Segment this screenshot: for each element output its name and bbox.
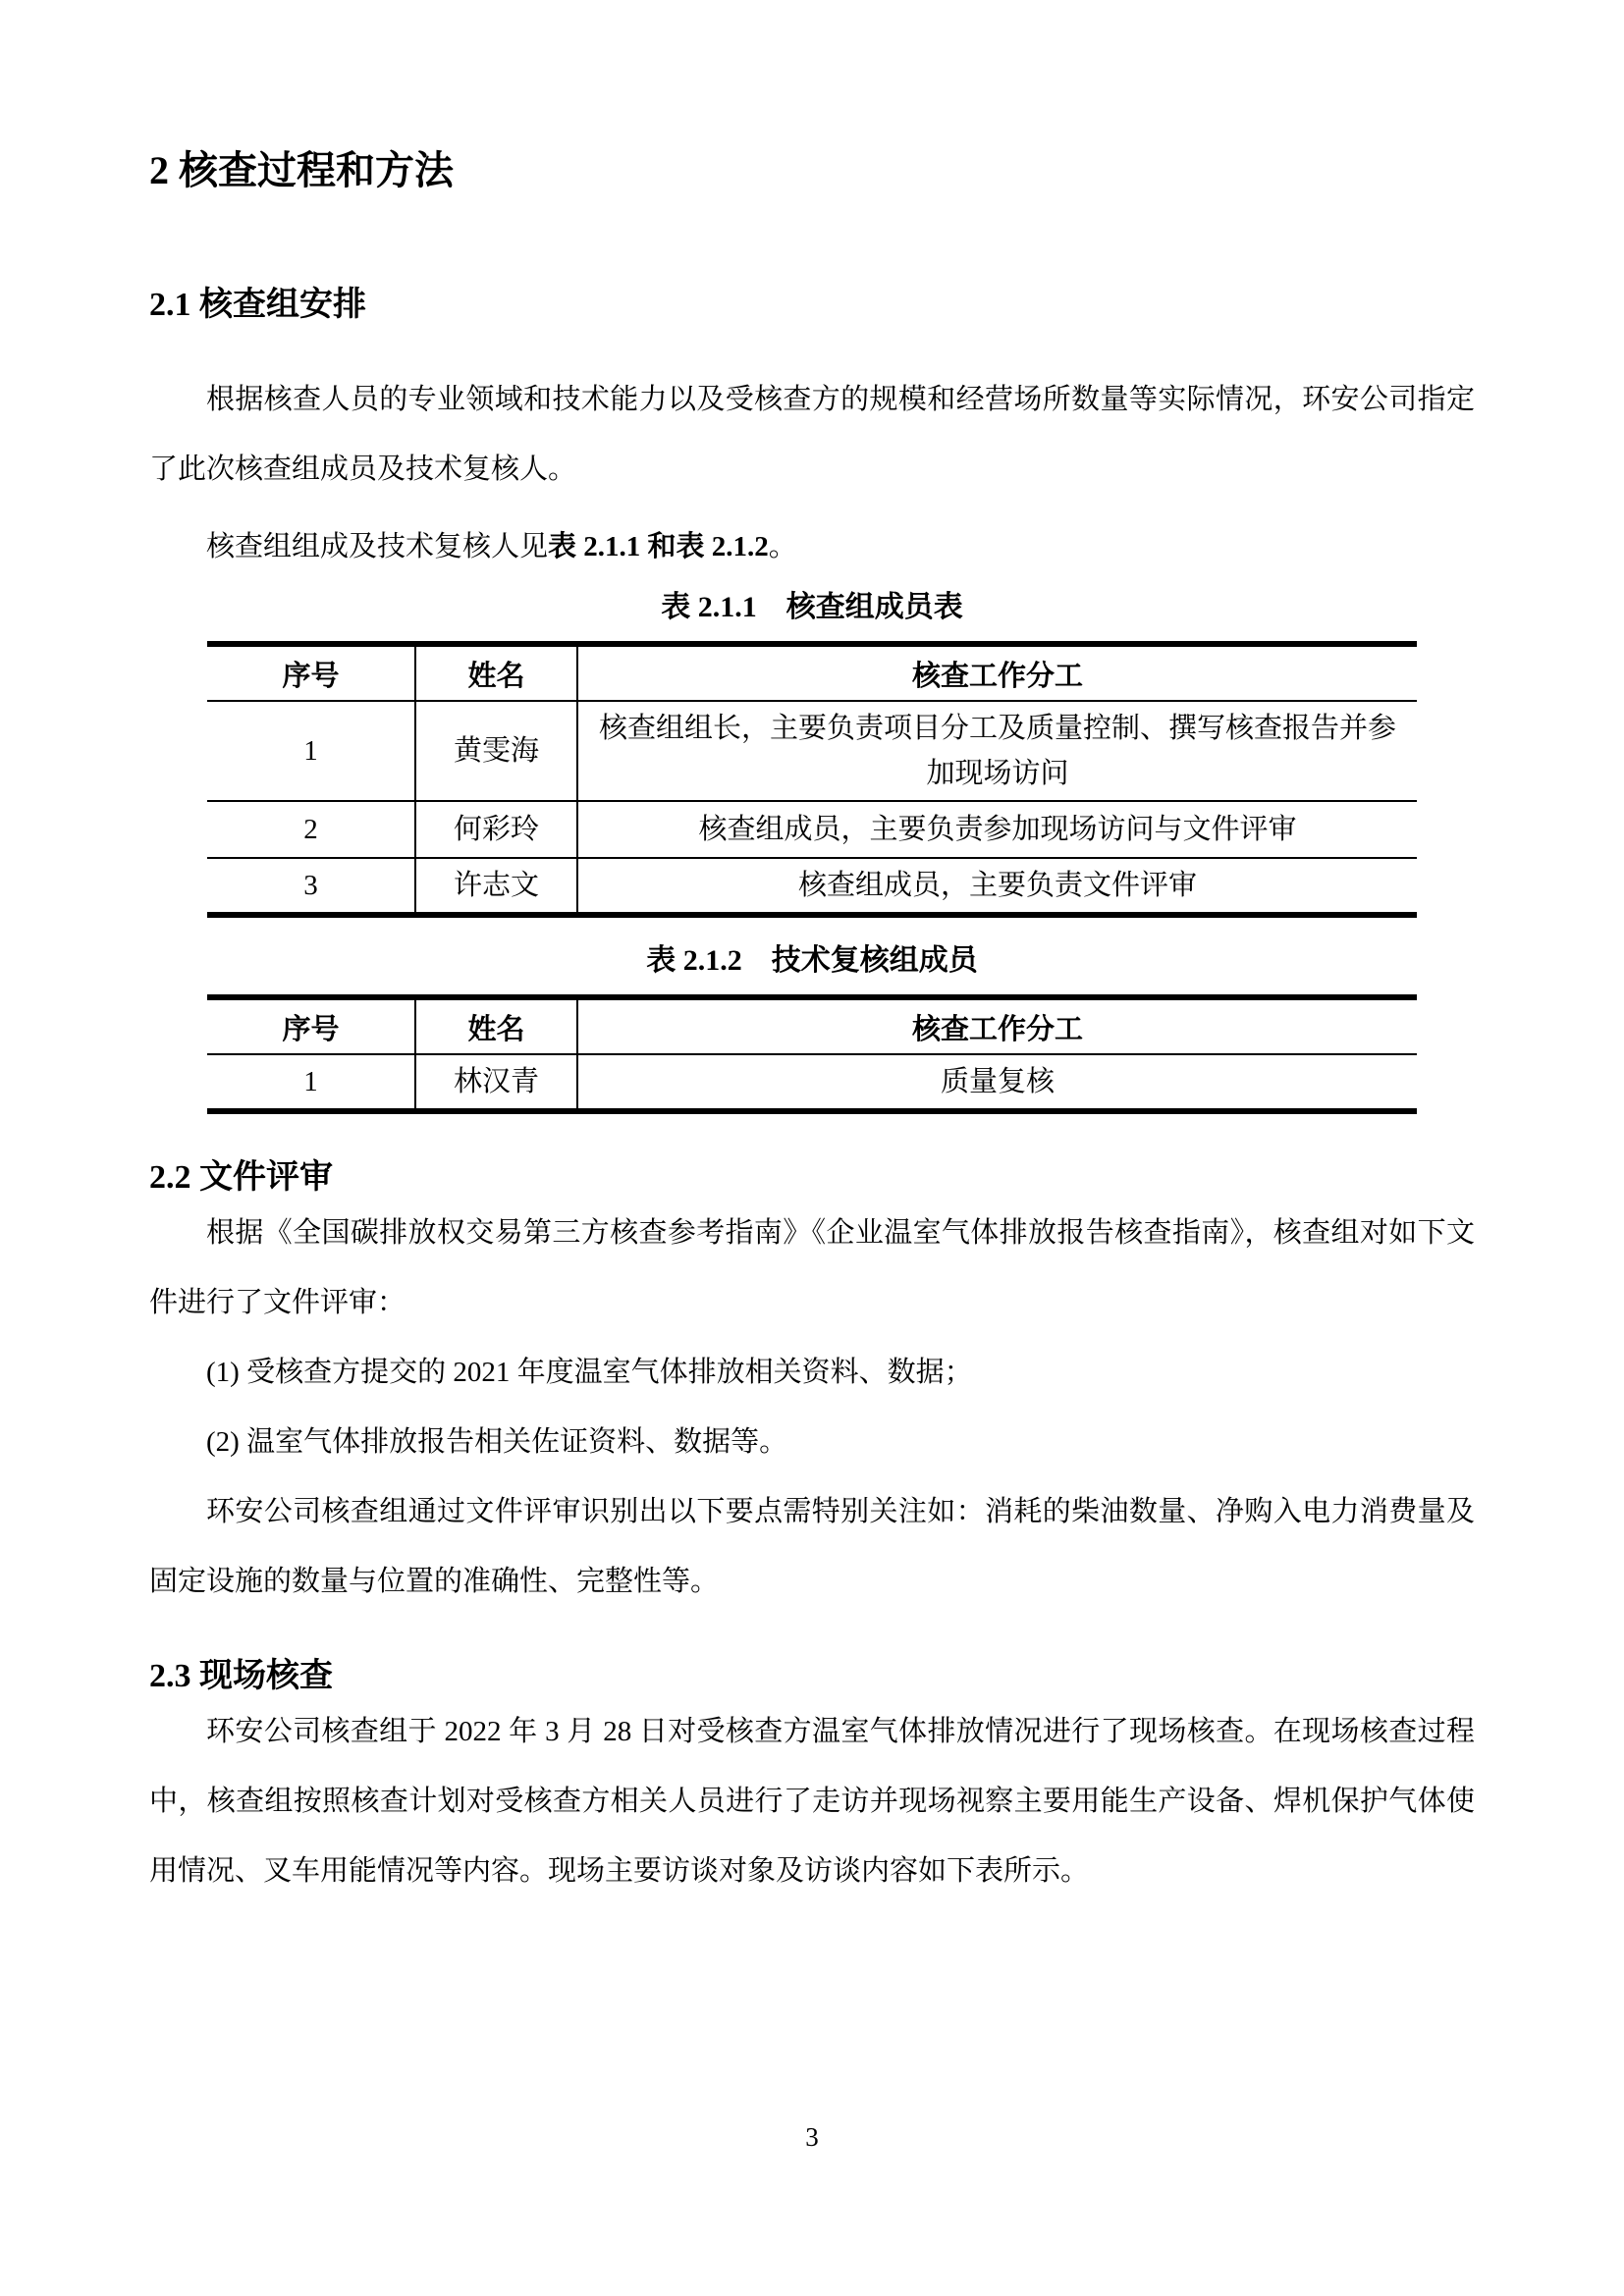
table-row	[207, 858, 1417, 915]
table-row	[207, 1054, 1417, 1111]
table-reference-bold: 表 2.1.1 和表 2.1.2	[548, 531, 769, 562]
cell-no: 3	[207, 858, 415, 915]
paragraph-table-reference	[149, 512, 1475, 582]
column-header-no: 序号	[207, 644, 415, 701]
table-reference-suffix: 。	[768, 531, 797, 562]
paragraph-document-review-findings: 环安公司核查组通过文件评审识别出以下要点需特别关注如：消耗的柴油数量、净购入电力消费量及固定设施的数量与位置的准确性、完整性等。	[149, 1496, 1475, 1597]
cell-no: 1	[207, 701, 415, 801]
cell-name: 黄雯海	[415, 701, 577, 801]
paragraph-site-visit: 环安公司核查组于 2022 年 3 月 28 日对受核查方温室气体排放情况进行了现场核查。在现场核查过程中，核查组按照核查计划对受核查方相关人员进行了走访并现场视察主要用能生产设备、焊机保护气体使用情况、叉车用能情况等内容。现场主要访谈对象及访谈内容如下表所示。	[149, 1716, 1475, 1887]
cell-name: 何彩玲	[415, 801, 577, 858]
section-heading-2-1: 2.1 核查组安排	[149, 287, 366, 323]
table-header-row	[207, 644, 1417, 701]
cell-duty: 核查组组长，主要负责项目分工及质量控制、撰写核查报告并参加现场访问	[577, 701, 1417, 801]
chapter-heading: 2 核查过程和方法	[149, 148, 454, 192]
cell-duty: 核查组成员，主要负责参加现场访问与文件评审	[577, 801, 1417, 858]
section-heading-2-3: 2.3 现场核查	[149, 1658, 333, 1694]
table-row	[207, 701, 1417, 801]
cell-name: 林汉青	[415, 1054, 577, 1111]
cell-name: 许志文	[415, 858, 577, 915]
paragraph-team-arrangement: 根据核查人员的专业领域和技术能力以及受核查方的规模和经营场所数量等实际情况，环安公司指定了此次核查组成员及技术复核人。	[149, 384, 1475, 485]
cell-no: 2	[207, 801, 415, 858]
table-row	[207, 801, 1417, 858]
table-reference-prefix: 核查组组成及技术复核人见	[206, 531, 549, 562]
column-header-name: 姓名	[415, 997, 577, 1054]
column-header-duty: 核查工作分工	[577, 997, 1417, 1054]
list-item-2: (2) 温室气体排放报告相关佐证资料、数据等。	[206, 1426, 788, 1458]
cell-duty: 质量复核	[577, 1054, 1417, 1111]
verification-team-table	[207, 641, 1417, 918]
paragraph-document-review-intro: 根据《全国碳排放权交易第三方核查参考指南》《企业温室气体排放报告核查指南》，核查组对如下文件进行了文件评审：	[149, 1217, 1475, 1318]
column-header-no: 序号	[207, 997, 415, 1054]
page-number: 3	[805, 2122, 819, 2152]
column-header-name: 姓名	[415, 644, 577, 701]
section-heading-2-2: 2.2 文件评审	[149, 1159, 333, 1196]
column-header-duty: 核查工作分工	[577, 644, 1417, 701]
list-item-1: (1) 受核查方提交的 2021 年度温室气体排放相关资料、数据；	[206, 1357, 973, 1388]
cell-duty: 核查组成员，主要负责文件评审	[577, 858, 1417, 915]
cell-no: 1	[207, 1054, 415, 1111]
table-header-row	[207, 997, 1417, 1054]
technical-review-table	[207, 994, 1417, 1114]
table-caption-2-1-2: 表 2.1.2 技术复核组成员	[646, 944, 978, 977]
table-caption-2-1-1: 表 2.1.1 核查组成员表	[661, 591, 963, 623]
